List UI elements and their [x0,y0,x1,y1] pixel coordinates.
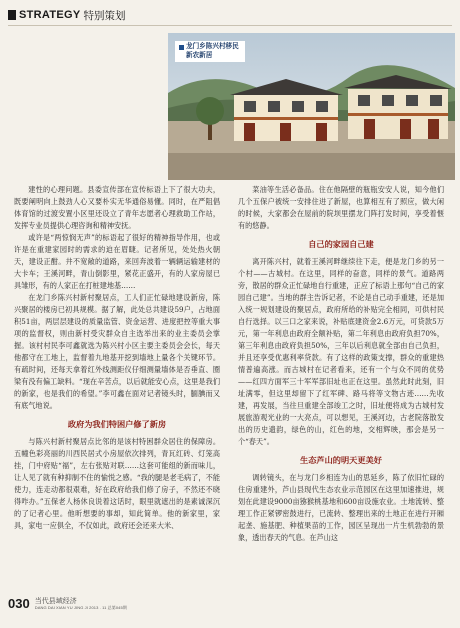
body-paragraph: 调转镜头，在与龙门乡相连为山的思延乡，陈了依旧忙碌的住房重建外，芦山县现代生态农业示范园区在这里加速推进，规划在此建设9000亩猕猴桃基地和600亩设施农业。土地流转、整理工作正紧锣密鼓进行，已流转、整理出来的土地正在进行开厢起垄、施基肥、种植果苗的工作，园区呈现出一片生机勃勃的景象，透出春天的气息。在芦山这 [238,473,444,542]
right-column [238,184,444,544]
caption-line-2: 新农新居 [186,51,213,59]
header-divider [8,25,452,26]
body-paragraph: 菜油等生活必备品。住在他隔壁的瓶瓶安安人说，知今他们几个五保户被统一安排住进了新屋，也算相互有了照应，做大闲的时候，大家都会在屋前的院坝里摆龙门阵打发时间，享受着惬有的悠静。 [238,185,444,230]
left-column [14,184,220,532]
body-paragraph: 离开陈兴村，就着王溪河畔继续往下走，便是龙门乡的另一个村——古城村。在这里，同样的奋意，同样的景气。道路两旁，散居的群众正忙碌地自行重建，正应了标语上那句“自己的家园自己建”。当地的群主告诉记者，不论是自己动手重建，还是加入统一规划建设的聚居点，政府所给的补贴完全相同，可供村民自行选择。以三口之家来说，补贴底建资金2.6万元，可贷款5万元，第一年利息由政府全额补贴，第二年利息由政府负担70%，第三年利息由政府负担50%，三年以后利息就全部由自己负担，并且还享受优惠利率贷款。有了这样的政策支撑，群众的重建热情普遍高涨。而古城村在记者看来，还有一个与众不同的优势——红四方面军三十军军部旧址也正在这里。虽然此时此刻，旧址满零，但这里却留下了红军碑、路马将等文物古迹……先收建，再发展，当往旦重建全部竣工之时，旧址便将成为古城村发展旅游观光业的一大亮点，可以想见，王溪河边，古老院落散发出的历史遗韵，绿色的山，红色的地，交相辉映，那会是另一个“春天”。 [238,257,444,446]
header-brand: STRATEGY [19,9,81,21]
page-header [8,6,125,24]
section-heading: 自己的家园自己建 [308,240,374,249]
magazine-issue: DANG DAI XIAN YU JING JI 2013 . 11 总第045期 [34,605,127,610]
photo-caption [175,41,245,62]
body-paragraph: 或许是“两惊悯无声”的标语起了很好的精神指导作用，也或许是在重建家园时的需求的迫在眉睫。记者所见，处处热火朝天，建设正酣。井不宽敞的道路，来回奔波着一辆辆运输建材的大卡车；王溪河畔，青山倒影里，紧花正盛开，有的人家房屋已具雏形，有的人家正在打桩建地基…… [14,233,220,290]
section-heading: 生态芦山的明天更美好 [300,456,382,465]
header-section: 特别策划 [83,9,126,22]
page-number: 030 [8,596,30,611]
header-mark-icon [8,10,16,20]
caption-line-1: 龙门乡陈兴村移民 [186,43,239,50]
body-paragraph: 与陈兴村新村聚居点比邻的是该村特困群众居住的保障房。五幢色彩亮丽的川西民居式小房屋依次排列，青瓦红砖、灯笼高挂，门中府贴“福”，左右张贴对联……这套可能组的新而味儿，让人见了就有种抑制不住的愉悦之感。“我的腿是老毛病了，不能使力，连走动都很艰难，好在政府给我们修了房子，不然还不晓得咋办。”五保老人杨休良说着这话时，眼里就遮出的是素诚深沉的了记者心里。他昕想要的事却，知此简单。他的新家里，家具，家电一应俱全，不仅如此，政府还会还来大米、 [14,437,220,530]
page-footer [8,596,127,611]
section-heading: 政府为我们特困户修了新房 [67,420,167,429]
body-paragraph: 在龙门乡陈兴村新村聚居点，工人们正忙碌地建设新房，陈兴聚居的楼房已初具规模。据了解，此处总共建设59户，占地面积51亩，两层层建设的质量监管、资金运营、进度把控等重大事项的监督权，则由新村受灾群众自主选举出来的业主委员会掌握。该村村民李可鑫就选为陈兴村小区主要主委员会会长，每天他都守在工地上，监督着九地基开挖到墙地上量各个关键环节。有疏时间，还每天拿着红外线测距仪仔细测量墙体是否垂直、圈梁有没有偏工缺料。“现在辛苦点，以后就能安心点，这里是我们的新家，也是我们的希望。”李可鑫在面对记者镜头时，腼腆而又有底气地说。 [14,293,220,410]
magazine-name: 当代县域经济 [34,597,77,605]
caption-marker-icon [179,45,184,50]
body-paragraph: 建性的心理问题。县委宣传部在宣传标语上下了很大功夫，既要阐明向上鼓劲人心又要朴实无华通俗易懂。同时，在严阻倡体育馆的过渡安置小区里还设立了青年志愿者心理救助工作站，发挥专业员提供心理咨询和精神安抚。 [14,185,220,230]
